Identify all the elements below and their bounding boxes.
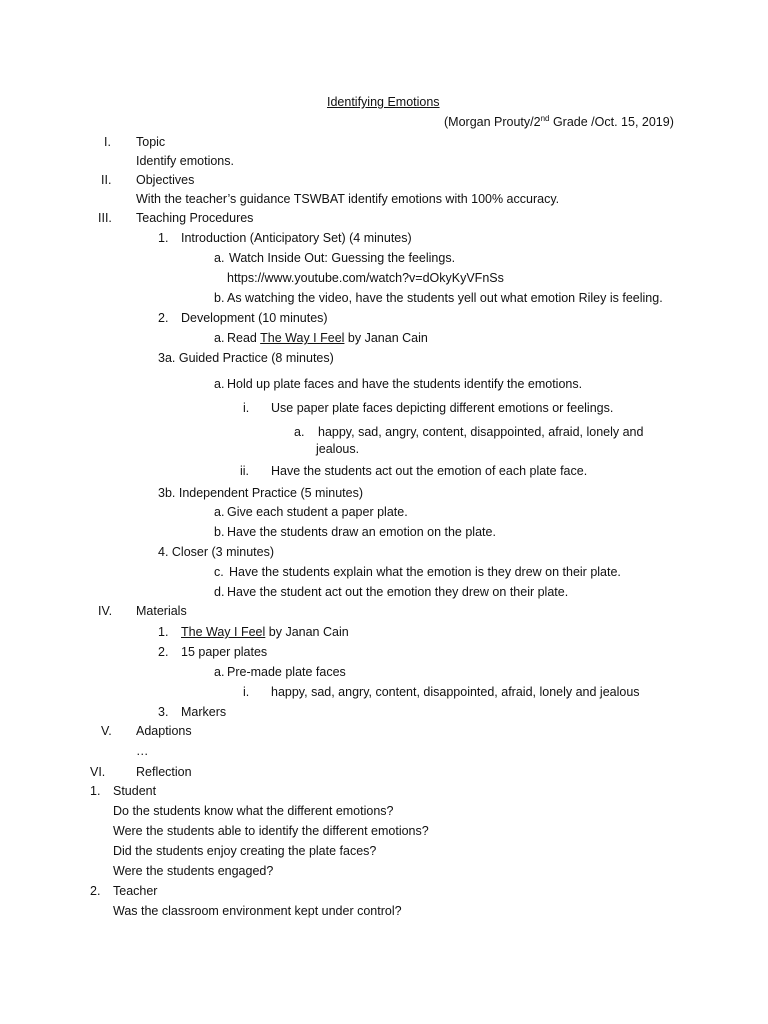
guided-a-marker: a.: [214, 377, 225, 391]
guided-label: 3a. Guided Practice (8 minutes): [158, 351, 334, 365]
material-1-author: by Janan Cain: [265, 625, 349, 639]
material-1-number: 1.: [158, 625, 169, 639]
development-label: Development (10 minutes): [181, 311, 328, 325]
development-number: 2.: [158, 311, 169, 325]
intro-b-text: As watching the video, have the students yell out what emotion Riley is feeling.: [227, 291, 663, 305]
development-a-pre: Read: [227, 331, 261, 345]
reflection-question: Do the students know what the different emotions?: [113, 804, 394, 818]
intro-video-url: https://www.youtube.com/watch?v=dOkyKyVFnSs: [227, 271, 504, 285]
development-a-marker: a.: [214, 331, 225, 345]
material-2a-marker: a.: [214, 665, 225, 679]
closer-label: 4. Closer (3 minutes): [158, 545, 275, 559]
reflection-question: Were the students able to identify the different emotions?: [113, 824, 429, 838]
byline-grade-date: Grade /Oct. 15, 2019): [549, 115, 674, 129]
closer-c-marker: c.: [214, 565, 224, 579]
material-2ai: happy, sad, angry, content, disappointed, afraid, lonely and jealous: [271, 685, 640, 699]
intro-a-marker: a.: [214, 251, 225, 265]
development-book-title: The Way I Feel: [260, 331, 345, 345]
material-2-number: 2.: [158, 645, 169, 659]
development-a-line: [227, 330, 428, 346]
material-3-number: 3.: [158, 705, 169, 719]
byline: [444, 114, 674, 130]
section-heading-topic: Topic: [136, 135, 166, 149]
section-number-procedures: III.: [98, 211, 112, 225]
section-heading-adaptions: Adaptions: [136, 724, 192, 738]
section-number-topic: I.: [104, 135, 111, 149]
independent-b-marker: b.: [214, 525, 225, 539]
guided-ia-marker: a.: [294, 425, 305, 439]
material-1-book-title: The Way I Feel: [181, 625, 266, 639]
guided-i-text: Use paper plate faces depicting different emotions or feelings.: [271, 401, 614, 415]
material-1: [181, 624, 349, 640]
guided-a-text: Hold up plate faces and have the students identify the emotions.: [227, 377, 583, 391]
independent-a-marker: a.: [214, 505, 225, 519]
guided-ii-marker: ii.: [240, 464, 250, 478]
section-number-materials: IV.: [98, 604, 113, 618]
reflection-student-label: Student: [113, 784, 157, 798]
section-number-objectives: II.: [101, 173, 112, 187]
closer-d-marker: d.: [214, 585, 225, 599]
material-2ai-marker: i.: [243, 685, 250, 699]
topic-body: Identify emotions.: [136, 154, 234, 168]
material-2: 15 paper plates: [181, 645, 268, 659]
reflection-question: Was the classroom environment kept under control?: [113, 904, 402, 918]
adaptions-body: …: [136, 744, 149, 758]
reflection-teacher-number: 2.: [90, 884, 101, 898]
section-number-reflection: VI.: [90, 765, 106, 779]
reflection-student-number: 1.: [90, 784, 101, 798]
intro-b-marker: b.: [214, 291, 225, 305]
material-2a: Pre-made plate faces: [227, 665, 346, 679]
section-heading-procedures: Teaching Procedures: [136, 211, 254, 225]
section-number-adaptions: V.: [101, 724, 112, 738]
section-heading-objectives: Objectives: [136, 173, 195, 187]
development-a-post: by Janan Cain: [344, 331, 428, 345]
intro-a-text: Watch Inside Out: Guessing the feelings.: [229, 251, 456, 265]
guided-ia-line2: jealous.: [316, 442, 360, 456]
document-title: Identifying Emotions: [327, 95, 440, 109]
guided-ia-line1: happy, sad, angry, content, disappointed, afraid, lonely and: [318, 425, 644, 439]
independent-a-text: Give each student a paper plate.: [227, 505, 408, 519]
section-heading-materials: Materials: [136, 604, 187, 618]
material-3: Markers: [181, 705, 227, 719]
closer-d-text: Have the student act out the emotion they drew on their plate.: [227, 585, 569, 599]
reflection-question: Did the students enjoy creating the plate faces?: [113, 844, 377, 858]
independent-label: 3b. Independent Practice (5 minutes): [158, 486, 363, 500]
intro-number: 1.: [158, 231, 169, 245]
section-heading-reflection: Reflection: [136, 765, 192, 779]
guided-i-marker: i.: [243, 401, 250, 415]
byline-author: (Morgan Prouty/2: [444, 115, 541, 129]
objectives-body: With the teacher’s guidance TSWBAT identify emotions with 100% accuracy.: [136, 192, 560, 206]
guided-ii-text: Have the students act out the emotion of each plate face.: [271, 464, 588, 478]
intro-label: Introduction (Anticipatory Set) (4 minutes): [181, 231, 412, 245]
reflection-question: Were the students engaged?: [113, 864, 274, 878]
byline-superscript: nd: [540, 114, 550, 123]
reflection-teacher-label: Teacher: [113, 884, 158, 898]
independent-b-text: Have the students draw an emotion on the plate.: [227, 525, 496, 539]
closer-c-text: Have the students explain what the emotion is they drew on their plate.: [229, 565, 621, 579]
